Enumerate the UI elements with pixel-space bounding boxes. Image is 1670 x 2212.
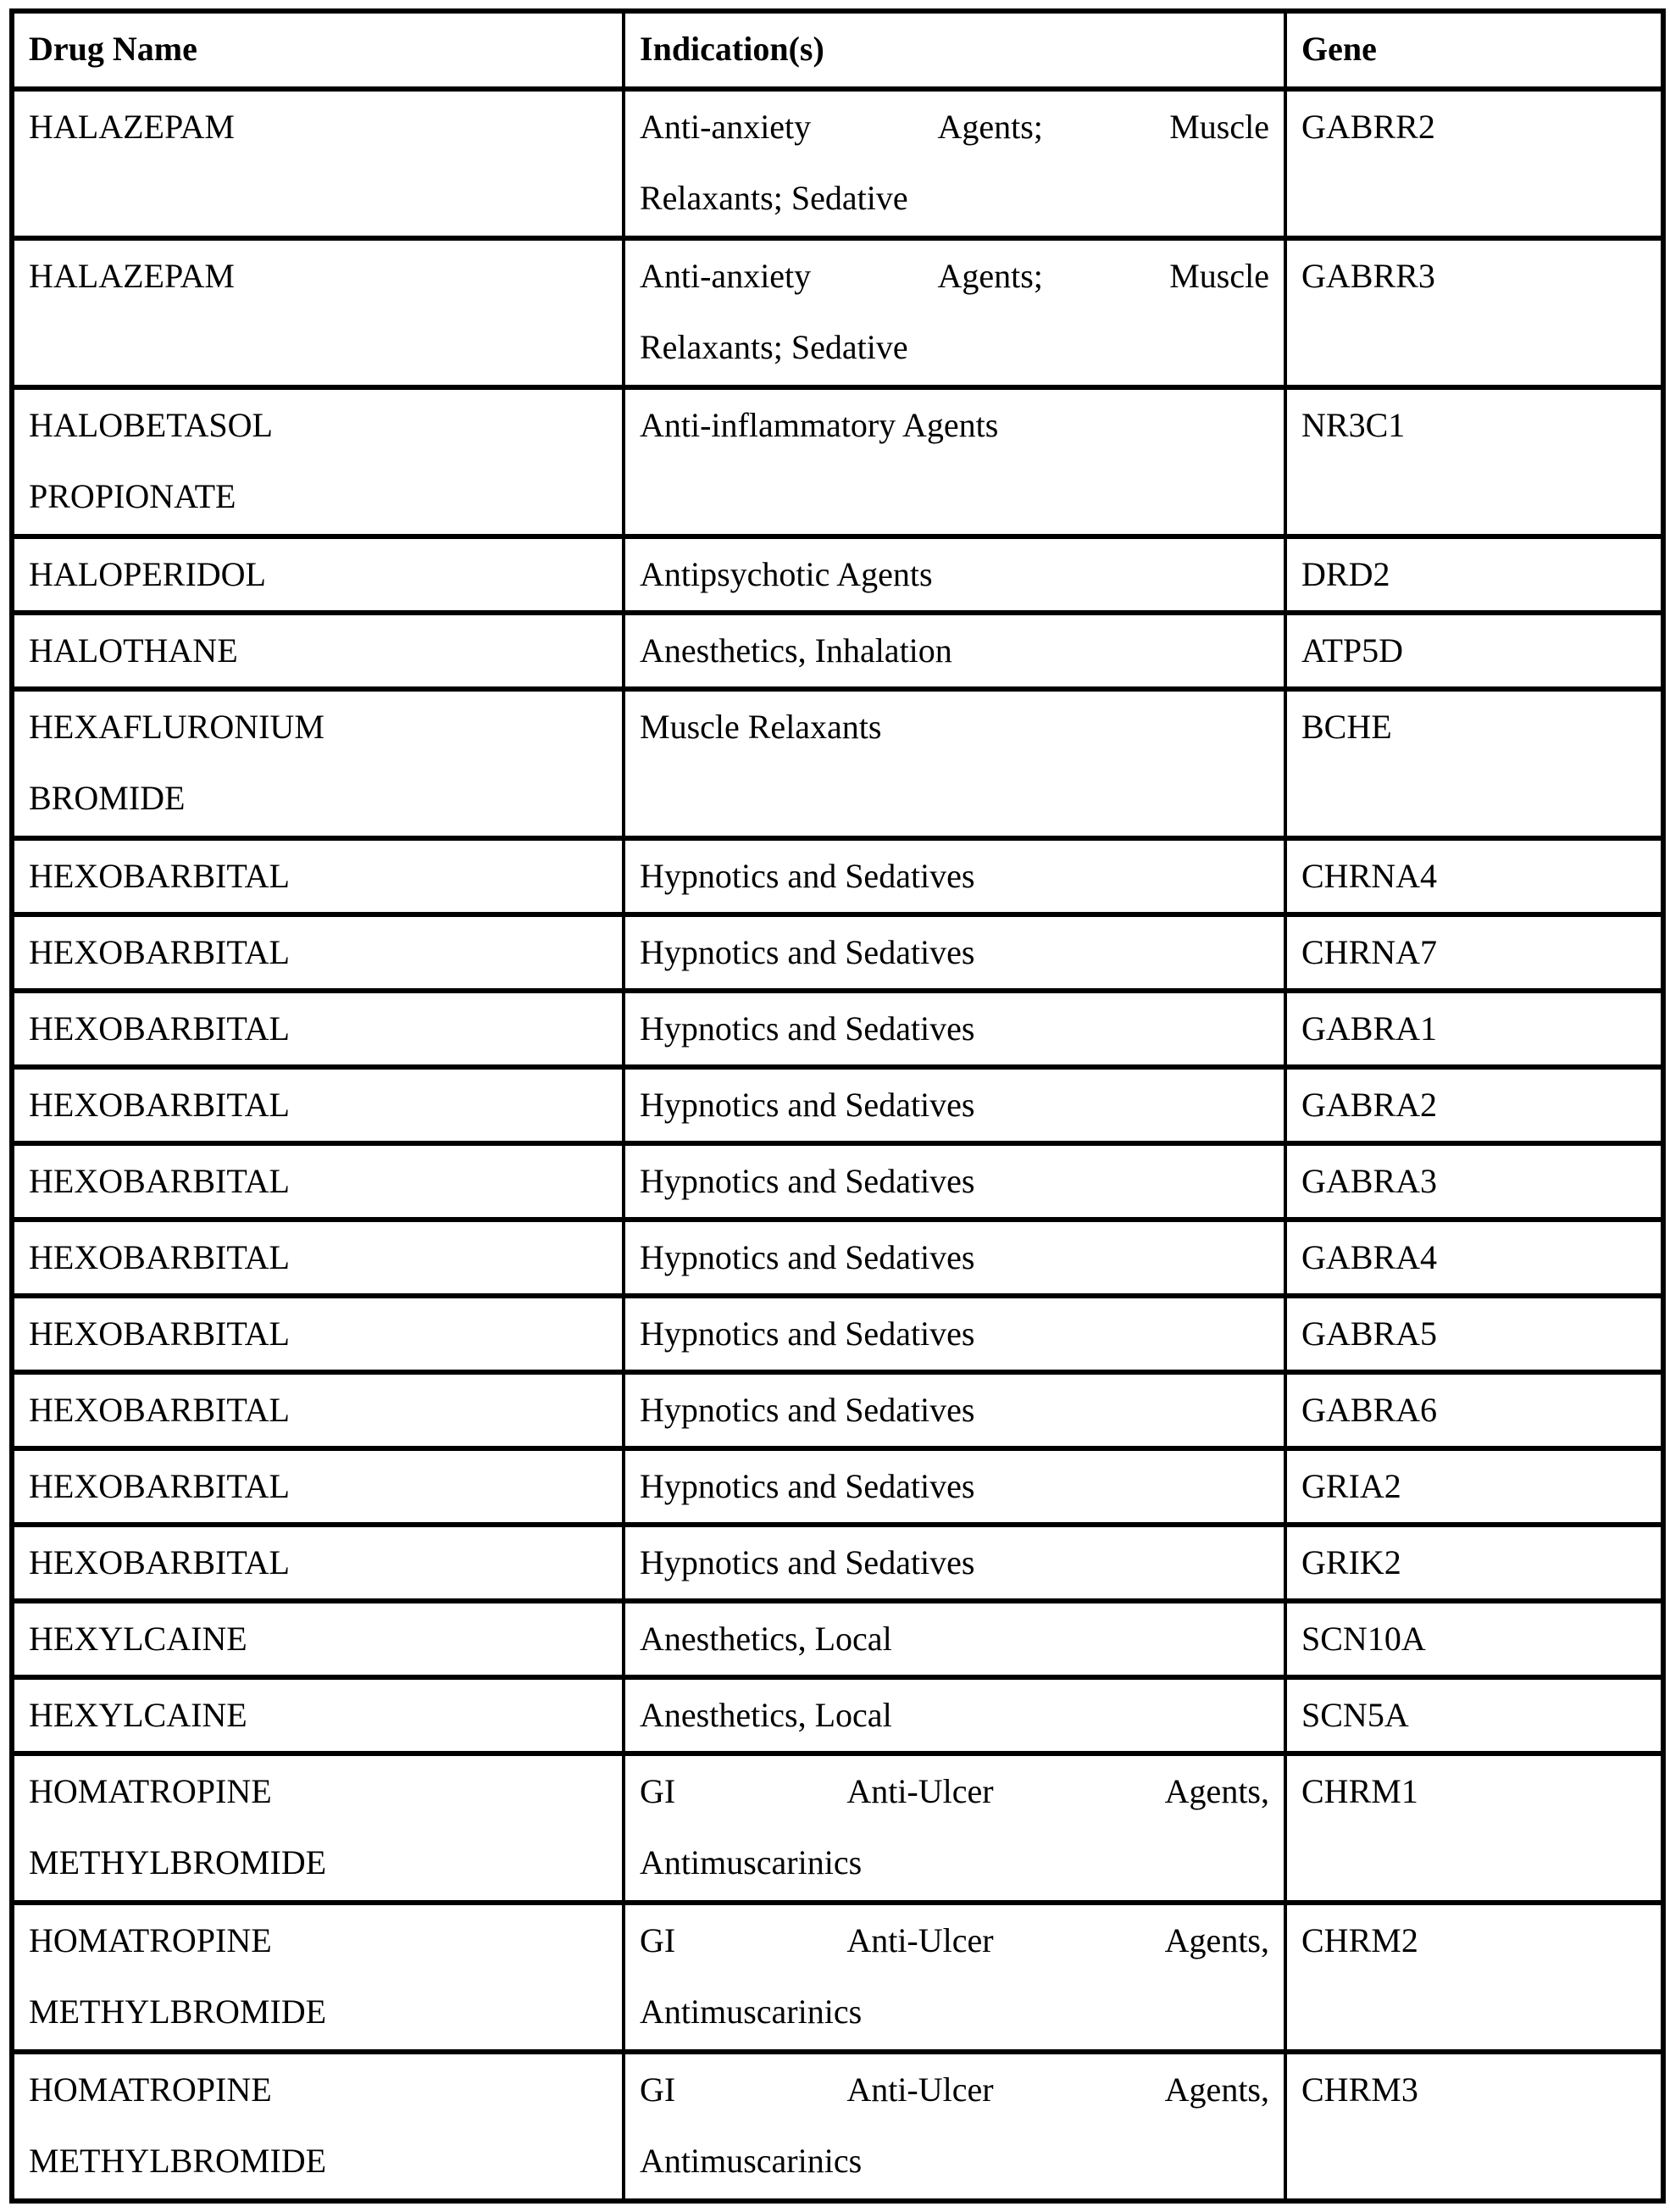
indication-word: GI	[640, 1921, 676, 1959]
indication-line	[640, 1905, 1269, 1976]
drug-name-cell	[12, 1067, 624, 1143]
gene-cell	[1285, 1601, 1663, 1677]
drug-name-line: HEXOBARBITAL	[29, 1009, 290, 1048]
indication-cell	[624, 991, 1285, 1067]
drug-name-cell	[12, 89, 624, 238]
gene-label: SCN10A	[1301, 1620, 1426, 1658]
table-row	[12, 914, 1663, 991]
indication-cell	[624, 838, 1285, 914]
column-header-gene: Gene	[1285, 11, 1663, 89]
drug-name-cell	[12, 613, 624, 689]
indication-line: Anesthetics, Local	[640, 1696, 892, 1734]
table-header	[12, 11, 1663, 89]
gene-label: GABRR2	[1301, 108, 1435, 146]
indication-line: Hypnotics and Sedatives	[640, 1543, 975, 1581]
drug-name-cell	[12, 1143, 624, 1220]
gene-label: GABRA6	[1301, 1391, 1438, 1429]
indication-line	[640, 92, 1269, 163]
gene-cell	[1285, 238, 1663, 387]
drug-name-line: HEXOBARBITAL	[29, 1391, 290, 1429]
indication-cell	[624, 238, 1285, 387]
gene-label: SCN5A	[1301, 1696, 1409, 1734]
gene-label: GABRA4	[1301, 1238, 1438, 1276]
drug-name-line: HEXOBARBITAL	[29, 1162, 290, 1200]
gene-label: CHRM2	[1301, 1921, 1418, 1959]
gene-cell	[1285, 89, 1663, 238]
gene-label: NR3C1	[1301, 406, 1406, 444]
table-row	[12, 1903, 1663, 2052]
gene-cell	[1285, 1753, 1663, 1903]
indication-line: Hypnotics and Sedatives	[640, 1009, 975, 1048]
drug-name-cell	[12, 387, 624, 536]
indication-line: Hypnotics and Sedatives	[640, 1314, 975, 1353]
indication-cell	[624, 1448, 1285, 1525]
gene-cell	[1285, 1677, 1663, 1753]
indication-cell	[624, 1753, 1285, 1903]
indication-line: Relaxants; Sedative	[640, 328, 908, 366]
indication-cell	[624, 1143, 1285, 1220]
indication-word: Agents;	[937, 257, 1043, 295]
indication-word: Muscle	[1169, 108, 1269, 146]
table-row	[12, 1220, 1663, 1296]
gene-cell	[1285, 914, 1663, 991]
indication-line: Hypnotics and Sedatives	[640, 1391, 975, 1429]
drug-name-line: HALAZEPAM	[29, 257, 235, 295]
gene-label: GABRA5	[1301, 1314, 1438, 1353]
drug-name-line: HEXOBARBITAL	[29, 1314, 290, 1353]
indication-cell	[624, 1067, 1285, 1143]
table-row	[12, 536, 1663, 613]
drug-name-cell	[12, 1296, 624, 1372]
table-row	[12, 991, 1663, 1067]
indication-word: Agents,	[1164, 2070, 1269, 2109]
drug-name-line: HEXOBARBITAL	[29, 1543, 290, 1581]
drug-name-cell	[12, 1448, 624, 1525]
gene-cell	[1285, 689, 1663, 838]
indication-cell	[624, 914, 1285, 991]
drug-name-cell	[12, 914, 624, 991]
indication-line: Relaxants; Sedative	[640, 179, 908, 217]
drug-name-line: HALOBETASOL	[29, 406, 273, 444]
drug-name-line: BROMIDE	[29, 779, 186, 817]
gene-cell	[1285, 613, 1663, 689]
header-row	[12, 11, 1663, 89]
indication-word: Agents;	[937, 108, 1043, 146]
gene-label: GABRA1	[1301, 1009, 1438, 1048]
indication-line: Muscle Relaxants	[640, 708, 882, 746]
indication-cell	[624, 387, 1285, 536]
drug-gene-table	[9, 8, 1666, 2204]
table-row	[12, 1143, 1663, 1220]
indication-line: Anti-inflammatory Agents	[640, 406, 999, 444]
drug-name-line: HOMATROPINE	[29, 2070, 272, 2109]
gene-cell	[1285, 1372, 1663, 1448]
drug-name-line: HEXYLCAINE	[29, 1696, 247, 1734]
gene-label: ATP5D	[1301, 631, 1404, 670]
drug-name-line: METHYLBROMIDE	[29, 1992, 327, 2031]
indication-word: Muscle	[1169, 257, 1269, 295]
indication-word: Agents,	[1164, 1772, 1269, 1810]
drug-name-line: HEXAFLURONIUM	[29, 708, 325, 746]
indication-word: Anti-Ulcer	[846, 1921, 994, 1959]
table-row	[12, 1525, 1663, 1601]
indication-cell	[624, 1220, 1285, 1296]
column-header-indications: Indication(s)	[624, 11, 1285, 89]
table-row	[12, 838, 1663, 914]
gene-cell	[1285, 1525, 1663, 1601]
drug-name-line: HALOPERIDOL	[29, 555, 266, 593]
drug-gene-table-body	[12, 89, 1663, 2201]
gene-cell	[1285, 387, 1663, 536]
drug-name-cell	[12, 1903, 624, 2052]
drug-name-cell	[12, 1601, 624, 1677]
indication-word: GI	[640, 2070, 676, 2109]
indication-line: Antimuscarinics	[640, 1992, 863, 2031]
indication-line: Hypnotics and Sedatives	[640, 1467, 975, 1505]
table-row	[12, 1372, 1663, 1448]
table-row	[12, 1067, 1663, 1143]
indication-line: Hypnotics and Sedatives	[640, 1162, 975, 1200]
table-row	[12, 1677, 1663, 1753]
drug-name-cell	[12, 536, 624, 613]
indication-line: Hypnotics and Sedatives	[640, 857, 975, 895]
table-row	[12, 1753, 1663, 1903]
gene-label: CHRNA4	[1301, 857, 1438, 895]
gene-cell	[1285, 1296, 1663, 1372]
indication-line	[640, 2054, 1269, 2126]
table-row	[12, 238, 1663, 387]
table-row	[12, 613, 1663, 689]
indication-word: Anti-anxiety	[640, 257, 812, 295]
gene-cell	[1285, 536, 1663, 613]
indication-line: Anesthetics, Local	[640, 1620, 892, 1658]
indication-word: GI	[640, 1772, 676, 1810]
drug-name-line: HEXOBARBITAL	[29, 933, 290, 971]
drug-name-cell	[12, 1677, 624, 1753]
table-row	[12, 689, 1663, 838]
indication-cell	[624, 1601, 1285, 1677]
indication-line: Anesthetics, Inhalation	[640, 631, 952, 670]
indication-cell	[624, 536, 1285, 613]
table-row	[12, 1448, 1663, 1525]
indication-word: Agents,	[1164, 1921, 1269, 1959]
drug-name-cell	[12, 1525, 624, 1601]
indication-cell	[624, 1296, 1285, 1372]
drug-name-cell	[12, 689, 624, 838]
drug-name-line: HEXOBARBITAL	[29, 1467, 290, 1505]
gene-cell	[1285, 1903, 1663, 2052]
gene-label: GABRA3	[1301, 1162, 1438, 1200]
indication-word: Anti-anxiety	[640, 108, 812, 146]
indication-line	[640, 1756, 1269, 1827]
indication-word: Anti-Ulcer	[846, 1772, 994, 1810]
drug-name-cell	[12, 238, 624, 387]
drug-name-cell	[12, 1372, 624, 1448]
gene-label: BCHE	[1301, 708, 1392, 746]
indication-line: Antipsychotic Agents	[640, 555, 933, 593]
indication-line: Antimuscarinics	[640, 2142, 863, 2180]
gene-label: GABRR3	[1301, 257, 1435, 295]
gene-label: CHRM3	[1301, 2070, 1418, 2109]
table-row	[12, 1601, 1663, 1677]
drug-name-line: PROPIONATE	[29, 477, 236, 515]
drug-name-cell	[12, 838, 624, 914]
drug-name-line: HALOTHANE	[29, 631, 238, 670]
drug-name-line: HOMATROPINE	[29, 1772, 272, 1810]
drug-name-cell	[12, 1753, 624, 1903]
indication-cell	[624, 689, 1285, 838]
drug-name-line: HOMATROPINE	[29, 1921, 272, 1959]
drug-name-line: HEXYLCAINE	[29, 1620, 247, 1658]
gene-label: GRIK2	[1301, 1543, 1401, 1581]
drug-name-line: HALAZEPAM	[29, 108, 235, 146]
gene-cell	[1285, 1143, 1663, 1220]
gene-label: GRIA2	[1301, 1467, 1401, 1505]
drug-name-line: METHYLBROMIDE	[29, 1843, 327, 1881]
indication-cell	[624, 1677, 1285, 1753]
gene-label: DRD2	[1301, 555, 1390, 593]
indication-cell	[624, 613, 1285, 689]
drug-name-cell	[12, 1220, 624, 1296]
indication-cell	[624, 1372, 1285, 1448]
gene-cell	[1285, 991, 1663, 1067]
indication-cell	[624, 89, 1285, 238]
gene-label: GABRA2	[1301, 1086, 1438, 1124]
drug-name-cell	[12, 991, 624, 1067]
table-row	[12, 387, 1663, 536]
indication-line: Antimuscarinics	[640, 1843, 863, 1881]
indication-line: Hypnotics and Sedatives	[640, 933, 975, 971]
drug-name-line: HEXOBARBITAL	[29, 857, 290, 895]
indication-line	[640, 241, 1269, 312]
gene-label: CHRNA7	[1301, 933, 1438, 971]
gene-cell	[1285, 1448, 1663, 1525]
indication-cell	[624, 1903, 1285, 2052]
indication-cell	[624, 1525, 1285, 1601]
gene-cell	[1285, 1067, 1663, 1143]
gene-label: CHRM1	[1301, 1772, 1418, 1810]
table-row	[12, 89, 1663, 238]
indication-line: Hypnotics and Sedatives	[640, 1238, 975, 1276]
drug-name-line: METHYLBROMIDE	[29, 2142, 327, 2180]
indication-line: Hypnotics and Sedatives	[640, 1086, 975, 1124]
table-row	[12, 1296, 1663, 1372]
indication-word: Anti-Ulcer	[846, 2070, 994, 2109]
drug-name-line: HEXOBARBITAL	[29, 1086, 290, 1124]
column-header-drug-name: Drug Name	[12, 11, 624, 89]
gene-cell	[1285, 1220, 1663, 1296]
gene-cell	[1285, 838, 1663, 914]
drug-name-line: HEXOBARBITAL	[29, 1238, 290, 1276]
